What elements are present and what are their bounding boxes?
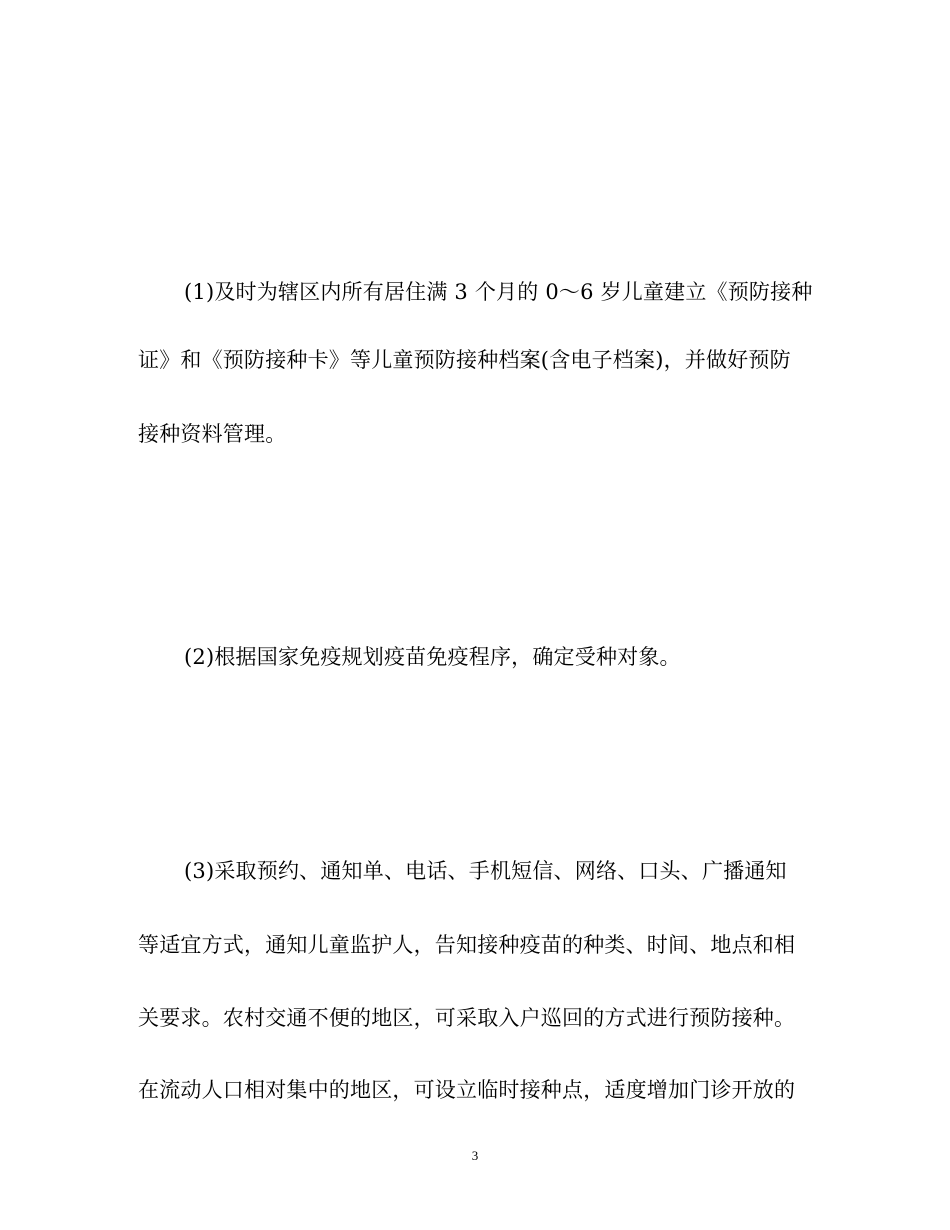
- page-number: 3: [471, 1148, 479, 1163]
- paragraph-3-line-2: 等适宜方式，通知儿童监护人，告知接种疫苗的种类、时间、地点和相: [138, 933, 796, 957]
- paragraph-1-line-1: (1)及时为辖区内所有居住满 3 个月的 0～6 岁儿童建立《预防接种: [184, 280, 813, 304]
- paragraph-3-line-4: 在流动人口相对集中的地区，可设立临时接种点，适度增加门诊开放的: [138, 1078, 796, 1102]
- paragraph-3-line-3: 关要求。农村交通不便的地区，可采取入户巡回的方式进行预防接种。: [138, 1006, 796, 1030]
- paragraph-1-line-3: 接种资料管理。: [138, 422, 287, 446]
- paragraph-2-line-1: (2)根据国家免疫规划疫苗免疫程序，确定受种对象。: [184, 645, 681, 669]
- paragraph-3-line-1: (3)采取预约、通知单、电话、手机短信、网络、口头、广播通知: [184, 859, 787, 883]
- paragraph-1-line-2: 证》和《预防接种卡》等儿童预防接种档案(含电子档案)，并做好预防: [138, 348, 791, 372]
